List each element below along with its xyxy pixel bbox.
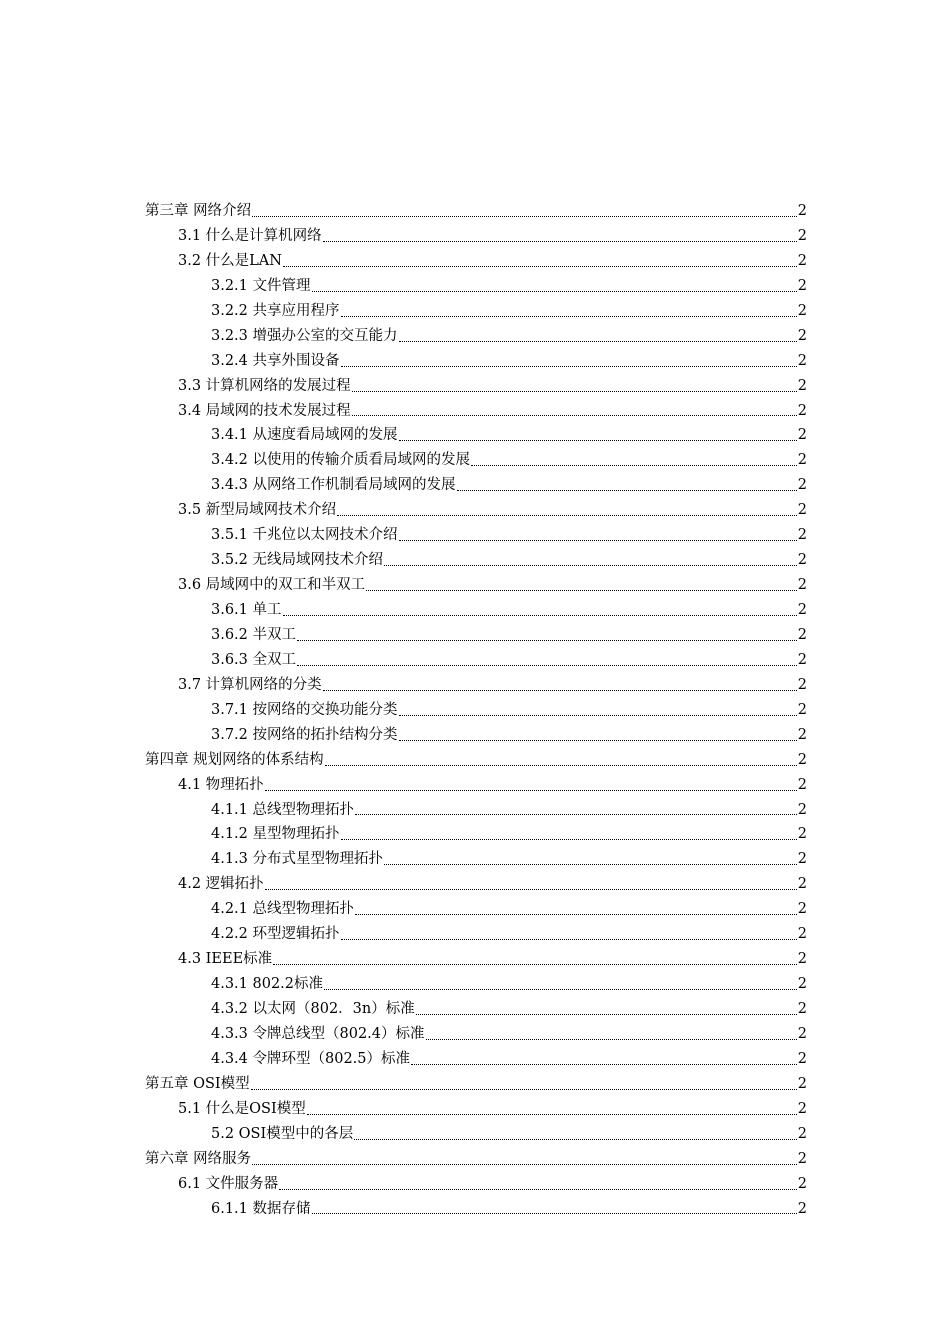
toc-entry-page-number: 2 <box>797 1150 807 1167</box>
toc-entry[interactable] <box>145 997 807 1022</box>
toc-entry-page-number: 2 <box>797 1025 807 1042</box>
toc-entry-title: 4.3.1 802.2标准 <box>211 976 324 993</box>
toc-entry-title: 第五章 OSI模型 <box>145 1075 250 1092</box>
dot-leader <box>252 1164 797 1165</box>
toc-entry[interactable] <box>145 748 807 773</box>
dot-leader <box>337 515 797 516</box>
toc-entry-title: 3.6.3 全双工 <box>211 651 297 668</box>
toc-entry-page-number: 2 <box>797 826 807 843</box>
toc-entry-title: 4.1.2 星型物理拓扑 <box>211 826 340 843</box>
toc-entry-page-number: 2 <box>797 626 807 643</box>
toc-entry-page-number: 2 <box>797 776 807 793</box>
toc-entry[interactable] <box>145 498 807 523</box>
toc-entry-title: 3.6.2 半双工 <box>211 626 297 643</box>
toc-entry[interactable] <box>145 1097 807 1122</box>
toc-entry-title: 3.7.1 按网络的交换功能分类 <box>211 701 398 718</box>
toc-entry-title: 3.1 什么是计算机网络 <box>178 227 322 244</box>
toc-entry-page-number: 2 <box>797 751 807 768</box>
toc-entry-title: 3.4.3 从网络工作机制看局域网的发展 <box>211 477 456 494</box>
toc-entry-page-number: 2 <box>797 427 807 444</box>
toc-entry-title: 3.7 计算机网络的分类 <box>178 676 322 693</box>
dot-leader <box>279 1189 797 1190</box>
dot-leader <box>354 1139 797 1140</box>
toc-entry-page-number: 2 <box>797 252 807 269</box>
toc-entry-title: 5.2 OSI模型中的各层 <box>211 1125 354 1142</box>
toc-entry-page-number: 2 <box>797 602 807 618</box>
toc-entry[interactable] <box>145 1147 807 1172</box>
toc-entry-title: 3.5 新型局域网技术介绍 <box>178 502 337 519</box>
toc-entry-page-number: 2 <box>797 676 807 693</box>
toc-entry[interactable] <box>145 573 807 598</box>
dot-leader <box>307 1114 797 1115</box>
toc-entry[interactable] <box>145 598 807 623</box>
toc-entry[interactable] <box>145 872 807 897</box>
dot-leader <box>341 316 797 317</box>
toc-entry-page-number: 2 <box>797 402 807 419</box>
toc-entry[interactable] <box>145 523 807 548</box>
toc-entry-page-number: 2 <box>797 876 807 893</box>
toc-entry[interactable] <box>145 324 807 349</box>
toc-entry-page-number: 2 <box>797 901 807 918</box>
toc-entry[interactable] <box>145 623 807 648</box>
toc-entry[interactable] <box>145 822 807 847</box>
toc-entry-title: 3.4.2 以使用的传输介质看局域网的发展 <box>211 452 471 469</box>
dot-leader <box>341 366 797 367</box>
toc-entry-page-number: 2 <box>797 527 807 544</box>
dot-leader <box>399 715 797 716</box>
toc-entry[interactable] <box>145 473 807 498</box>
dot-leader <box>325 765 797 766</box>
toc-entry-page-number: 2 <box>797 1175 807 1192</box>
toc-entry-page-number: 2 <box>797 1200 807 1217</box>
dot-leader <box>283 615 797 616</box>
toc-entry[interactable] <box>145 374 807 399</box>
toc-entry[interactable] <box>145 1047 807 1072</box>
toc-entry[interactable] <box>145 1122 807 1147</box>
dot-leader <box>297 640 797 641</box>
toc-entry[interactable] <box>145 922 807 947</box>
toc-entry[interactable] <box>145 1172 807 1197</box>
toc-entry-title: 3.4.1 从速度看局域网的发展 <box>211 427 398 444</box>
toc-entry-title: 4.2 逻辑拓扑 <box>178 876 264 893</box>
toc-entry-title: 4.3.4 令牌环型（802.5）标准 <box>211 1050 411 1067</box>
toc-entry-title: 4.3.2 以太网（802．3n）标准 <box>211 1001 415 1017</box>
dot-leader <box>384 565 797 566</box>
toc-entry[interactable] <box>145 698 807 723</box>
dot-leader <box>399 740 797 741</box>
dot-leader <box>384 864 797 865</box>
dot-leader <box>312 291 797 292</box>
dot-leader <box>399 341 797 342</box>
toc-entry-page-number: 2 <box>797 352 807 369</box>
dot-leader <box>352 391 797 392</box>
toc-entry-page-number: 2 <box>797 701 807 718</box>
toc-entry-title: 5.1 什么是OSI模型 <box>178 1100 306 1117</box>
dot-leader <box>399 440 797 441</box>
toc-entry-page-number: 2 <box>797 302 807 319</box>
toc-entry[interactable] <box>145 274 807 299</box>
toc-entry-page-number: 2 <box>797 502 807 519</box>
toc-entry-title: 第六章 网络服务 <box>145 1150 252 1167</box>
toc-entry-page-number: 2 <box>797 577 807 594</box>
toc-entry-page-number: 2 <box>797 1001 807 1017</box>
table-of-contents <box>145 199 807 1221</box>
toc-entry-page-number: 2 <box>797 726 807 743</box>
toc-entry-title: 4.1 物理拓扑 <box>178 776 264 793</box>
toc-entry-title: 3.2 什么是LAN <box>178 252 282 269</box>
toc-entry-page-number: 2 <box>797 227 807 244</box>
toc-entry-title: 4.2.2 环型逻辑拓扑 <box>211 926 340 943</box>
toc-entry[interactable] <box>145 798 807 823</box>
toc-entry[interactable] <box>145 723 807 748</box>
dot-leader <box>323 690 797 691</box>
toc-entry-title: 3.3 计算机网络的发展过程 <box>178 377 351 394</box>
toc-entry[interactable] <box>145 1072 807 1097</box>
toc-entry-title: 3.6.1 单工 <box>211 602 282 618</box>
dot-leader <box>252 216 797 217</box>
dot-leader <box>265 889 797 890</box>
toc-entry-title: 4.1.3 分布式星型物理拓扑 <box>211 851 384 868</box>
dot-leader <box>471 465 797 466</box>
dot-leader <box>416 1014 797 1015</box>
toc-entry-title: 3.5.2 无线局域网技术介绍 <box>211 552 384 569</box>
dot-leader <box>355 814 797 815</box>
toc-entry-page-number: 2 <box>797 1075 807 1092</box>
dot-leader <box>341 939 797 940</box>
toc-entry-page-number: 2 <box>797 1125 807 1142</box>
toc-entry-title: 3.2.2 共享应用程序 <box>211 302 340 319</box>
toc-entry[interactable] <box>145 947 807 972</box>
toc-entry-page-number: 2 <box>797 203 807 219</box>
dot-leader <box>283 266 797 267</box>
toc-entry[interactable] <box>145 897 807 922</box>
toc-entry-page-number: 2 <box>797 951 807 968</box>
toc-entry-page-number: 2 <box>797 976 807 993</box>
toc-entry-title: 6.1 文件服务器 <box>178 1175 279 1192</box>
toc-entry[interactable] <box>145 199 807 224</box>
dot-leader <box>399 540 797 541</box>
toc-entry-title: 3.5.1 千兆位以太网技术介绍 <box>211 527 398 544</box>
toc-entry[interactable] <box>145 1197 807 1222</box>
dot-leader <box>341 839 797 840</box>
dot-leader <box>297 665 797 666</box>
dot-leader <box>312 1213 797 1214</box>
toc-entry-title: 3.2.4 共享外围设备 <box>211 352 340 369</box>
dot-leader <box>355 914 797 915</box>
toc-entry-page-number: 2 <box>797 851 807 868</box>
dot-leader <box>265 790 797 791</box>
toc-entry[interactable] <box>145 648 807 673</box>
toc-entry-title: 6.1.1 数据存储 <box>211 1200 311 1217</box>
toc-entry-page-number: 2 <box>797 377 807 394</box>
toc-entry[interactable] <box>145 448 807 473</box>
dot-leader <box>251 1089 797 1090</box>
toc-entry[interactable] <box>145 847 807 872</box>
dot-leader <box>324 989 797 990</box>
dot-leader <box>411 1064 797 1065</box>
toc-entry-page-number: 2 <box>797 1100 807 1117</box>
toc-entry[interactable] <box>145 972 807 997</box>
toc-entry[interactable] <box>145 673 807 698</box>
toc-entry-title: 3.6 局域网中的双工和半双工 <box>178 577 366 594</box>
toc-entry-title: 4.3.3 令牌总线型（802.4）标准 <box>211 1025 425 1042</box>
toc-entry[interactable] <box>145 249 807 274</box>
toc-entry-title: 3.2.1 文件管理 <box>211 277 311 294</box>
toc-entry-page-number: 2 <box>797 552 807 569</box>
toc-entry-title: 3.7.2 按网络的拓扑结构分类 <box>211 726 398 743</box>
dot-leader <box>366 590 797 591</box>
dot-leader <box>457 490 797 491</box>
toc-entry[interactable] <box>145 399 807 424</box>
toc-entry-title: 第四章 规划网络的体系结构 <box>145 751 324 768</box>
toc-entry-page-number: 2 <box>797 477 807 494</box>
toc-entry-page-number: 2 <box>797 277 807 294</box>
toc-entry[interactable] <box>145 224 807 249</box>
dot-leader <box>352 415 797 416</box>
dot-leader <box>273 964 797 965</box>
toc-entry-title: 4.2.1 总线型物理拓扑 <box>211 901 355 918</box>
toc-entry-page-number: 2 <box>797 801 807 818</box>
toc-entry[interactable] <box>145 349 807 374</box>
toc-entry[interactable] <box>145 299 807 324</box>
toc-entry-page-number: 2 <box>797 926 807 943</box>
toc-entry[interactable] <box>145 423 807 448</box>
toc-entry-title: 4.3 IEEE标准 <box>178 951 273 968</box>
toc-entry[interactable] <box>145 773 807 798</box>
toc-entry-title: 3.2.3 增强办公室的交互能力 <box>211 327 398 344</box>
toc-entry-page-number: 2 <box>797 651 807 668</box>
dot-leader <box>323 241 797 242</box>
toc-entry-page-number: 2 <box>797 327 807 344</box>
toc-entry-page-number: 2 <box>797 1050 807 1067</box>
toc-entry[interactable] <box>145 548 807 573</box>
toc-entry-title: 4.1.1 总线型物理拓扑 <box>211 801 355 818</box>
toc-entry[interactable] <box>145 1022 807 1047</box>
toc-entry-page-number: 2 <box>797 452 807 469</box>
toc-entry-title: 第三章 网络介绍 <box>145 203 252 219</box>
dot-leader <box>426 1039 797 1040</box>
toc-entry-title: 3.4 局域网的技术发展过程 <box>178 402 351 419</box>
